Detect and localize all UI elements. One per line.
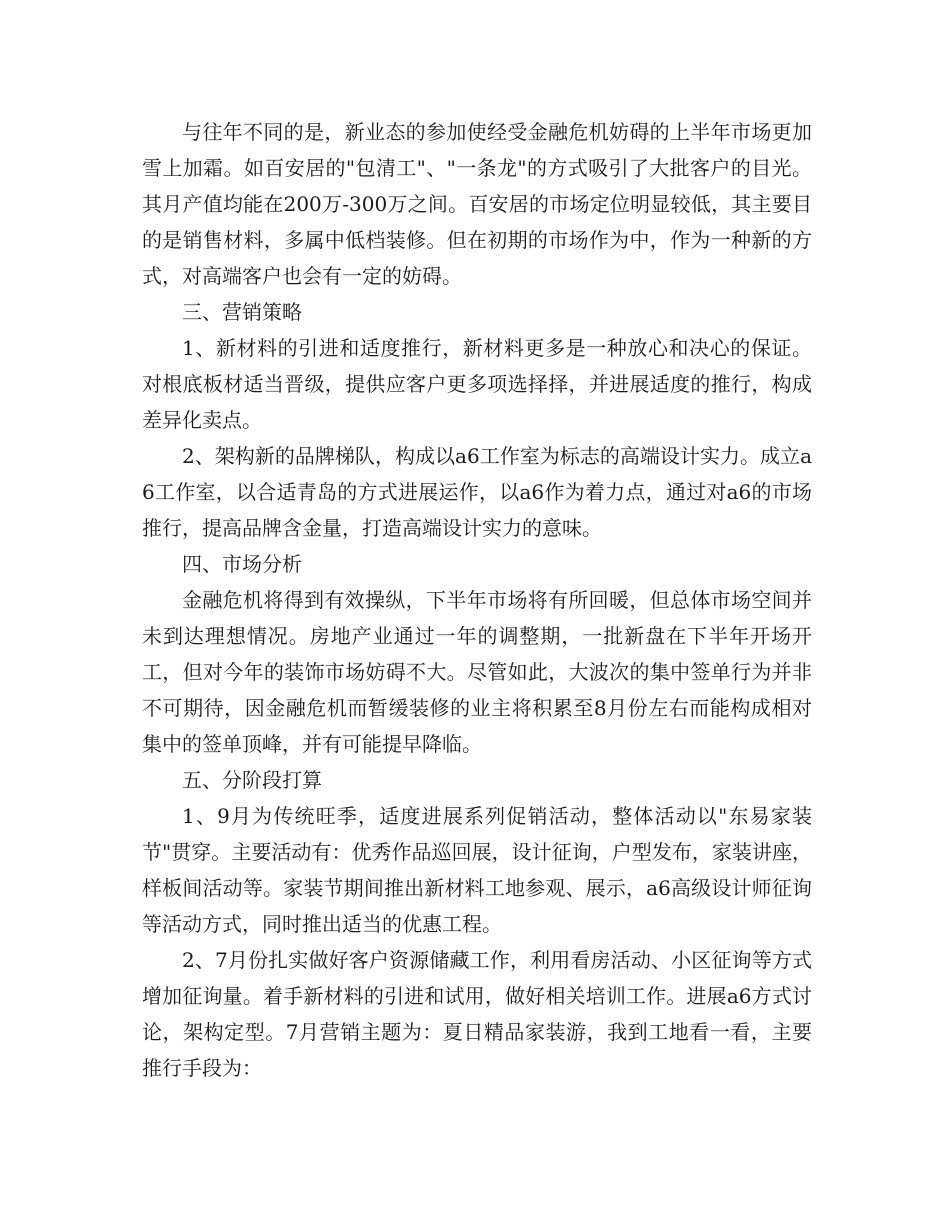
paragraph-july-plan: 2、7月份扎实做好客户资源储藏工作，利用看房活动、小区征询等方式增加征询量。着手新材料的引进和试用，做好相关培训工作。进展a6方式讨论，架构定型。7月营销主题为：夏日精品家装游，我到工地看一看，主要推行手段为：: [142, 948, 812, 1080]
paragraph-new-business-impact: 与往年不同的是，新业态的参加使经受金融危机妨碍的上半年市场更加雪上加霜。如百安居的"包清工"、"一条龙"的方式吸引了大批客户的目光。其月产值均能在200万-300万之间。百安居的市场定位明显较低，其主要目的是销售材料，多属中低档装修。但在初期的市场作为中，作为一种新的方式，对高端客户也会有一定的妨碍。: [142, 120, 812, 288]
section-heading-phase-plan: 五、分阶段打算: [182, 768, 322, 792]
section-heading-market-analysis: 四、市场分析: [182, 552, 302, 576]
paragraph-market-outlook: 金融危机将得到有效操纵，下半年市场将有所回暖，但总体市场空间并未到达理想情况。房地产业通过一年的调整期，一批新盘在下半年开场开工，但对今年的装饰市场妨碍不大。尽管如此，大波次的集中签单行为并非不可期待，因金融危机而暂缓装修的业主将积累至8月份左右而能构成相对集中的签单顶峰，并有可能提早降临。: [142, 588, 812, 756]
paragraph-brand-tier: 2、架构新的品牌梯队，构成以a6工作室为标志的高端设计实力。成立a6工作室，以合适青岛的方式进展运作，以a6作为着力点，通过对a6的市场推行，提高品牌含金量，打造高端设计实力的意味。: [142, 444, 812, 540]
paragraph-september-plan: 1、9月为传统旺季，适度进展系列促销活动，整体活动以"东易家装节"贯穿。主要活动有：优秀作品巡回展，设计征询，户型发布，家装讲座，样板间活动等。家装节期间推出新材料工地参观、展示，a6高级设计师征询等活动方式，同时推出适当的优惠工程。: [142, 804, 812, 936]
document-page: [142, 114, 812, 1086]
paragraph-new-materials: 1、新材料的引进和适度推行，新材料更多是一种放心和决心的保证。对根底板材适当晋级，提供应客户更多项选择择，并进展适度的推行，构成差异化卖点。: [142, 336, 812, 432]
section-heading-marketing-strategy: 三、营销策略: [182, 300, 302, 324]
